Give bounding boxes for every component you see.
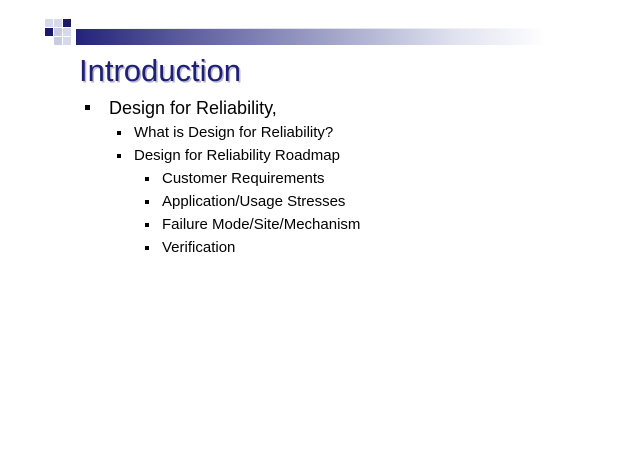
bullet-square-icon [85, 105, 90, 110]
bullet-text: Application/Usage Stresses [162, 193, 346, 210]
decor-square [63, 37, 71, 45]
header-bar-highlight [76, 28, 546, 29]
bullet-text: Failure Mode/Site/Mechanism [162, 216, 361, 233]
decor-square [54, 37, 62, 45]
bullet-text: Verification [162, 239, 236, 256]
header-gradient-bar [76, 28, 546, 45]
bullet-text: What is Design for Reliability? [134, 124, 334, 141]
bullet-square-icon [117, 154, 121, 158]
bullet-text: Customer Requirements [162, 170, 325, 187]
bullet-text: Design for Reliability, [109, 98, 277, 118]
bullet-square-icon [145, 200, 149, 204]
bullet-square-icon [145, 246, 149, 250]
decor-square [45, 19, 53, 27]
decor-square [63, 28, 71, 36]
bullet-square-icon [117, 131, 121, 135]
decor-square [54, 19, 62, 27]
decor-square [54, 28, 62, 36]
bullet-text: Design for Reliability Roadmap [134, 147, 340, 164]
slide-title: Introduction [79, 53, 241, 88]
bullet-square-icon [145, 223, 149, 227]
decor-square [45, 28, 53, 36]
decor-square [63, 19, 71, 27]
bullet-square-icon [145, 177, 149, 181]
